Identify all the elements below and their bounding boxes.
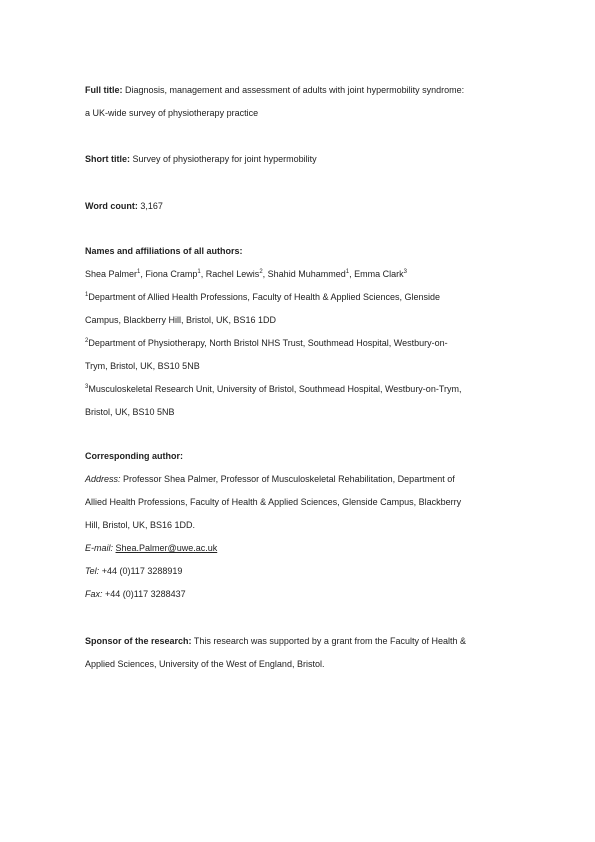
tel-value: +44 (0)117 3288919 bbox=[101, 566, 183, 576]
sponsor-text-1: This research was supported by a grant from the Faculty of Health & bbox=[193, 636, 467, 646]
affiliation-1-line-1 bbox=[85, 286, 515, 309]
affiliation-mark: 3 bbox=[85, 384, 89, 390]
address-label: Address: bbox=[85, 474, 121, 484]
affiliation-2-line-1 bbox=[85, 332, 515, 355]
affiliation-text: Musculoskeletal Research Unit, University of Bristol, Southmead Hospital, Westbury-on-Trym, bbox=[88, 384, 462, 394]
affiliation-mark: 1 bbox=[85, 292, 89, 298]
address-text-1: Professor Shea Palmer, Professor of Musculoskeletal Rehabilitation, Department of bbox=[123, 474, 455, 484]
affiliation-2-line-2: Trym, Bristol, UK, BS10 5NB bbox=[85, 361, 200, 371]
affiliation-1-line-2: Campus, Blackberry Hill, Bristol, UK, BS16 1DD bbox=[85, 315, 277, 325]
authors-section bbox=[85, 240, 515, 424]
full-title-text-1: Diagnosis, management and assessment of adults with joint hypermobility syndrome: bbox=[125, 85, 465, 95]
sponsor-section bbox=[85, 630, 515, 676]
affiliation-text: Department of Allied Health Professions, Faculty of Health & Applied Sciences, Glenside bbox=[88, 292, 441, 302]
affiliation-text: Department of Physiotherapy, North Bristol NHS Trust, Southmead Hospital, Westbury-on- bbox=[88, 338, 448, 348]
full-title-section bbox=[85, 79, 515, 125]
sponsor-text-2: Applied Sciences, University of the West of England, Bristol. bbox=[85, 659, 325, 669]
corresponding-heading: Corresponding author: bbox=[85, 451, 183, 461]
word-count-value: 3,167 bbox=[140, 201, 163, 211]
short-title-text: Survey of physiotherapy for joint hypermobility bbox=[132, 154, 317, 164]
author-name: Rachel Lewis bbox=[205, 269, 260, 279]
author-affiliation-mark: 1 bbox=[197, 269, 201, 275]
fax-label: Fax: bbox=[85, 589, 103, 599]
short-title-section bbox=[85, 148, 515, 171]
author-affiliation-mark: 3 bbox=[403, 269, 407, 275]
author-affiliation-mark: 1 bbox=[137, 269, 141, 275]
email-label: E-mail: bbox=[85, 543, 114, 553]
address-text-2: Allied Health Professions, Faculty of Health & Applied Sciences, Glenside Campus, Blackberry bbox=[85, 497, 462, 507]
author-affiliation-mark: 1 bbox=[345, 269, 350, 275]
full-title-label: Full title: bbox=[85, 85, 123, 95]
author-name: Fiona Cramp bbox=[145, 269, 198, 279]
word-count-label: Word count: bbox=[85, 201, 138, 211]
affiliation-3-line-1 bbox=[85, 378, 515, 401]
sponsor-label: Sponsor of the research: bbox=[85, 636, 192, 646]
affiliation-3-line-2: Bristol, UK, BS10 5NB bbox=[85, 407, 175, 417]
author-name: Shahid Muhammed bbox=[267, 269, 346, 279]
author-list bbox=[85, 263, 515, 286]
address-text-3: Hill, Bristol, UK, BS16 1DD. bbox=[85, 520, 196, 530]
author-name: Emma Clark bbox=[354, 269, 404, 279]
full-title-text-2: a UK-wide survey of physiotherapy practice bbox=[85, 108, 259, 118]
authors-heading: Names and affiliations of all authors: bbox=[85, 246, 243, 256]
author-separator: , bbox=[262, 269, 268, 279]
affiliation-mark: 2 bbox=[85, 338, 89, 344]
short-title-label: Short title: bbox=[85, 154, 130, 164]
tel-label: Tel: bbox=[85, 566, 100, 576]
corresponding-author-section bbox=[85, 445, 515, 606]
author-name: Shea Palmer bbox=[85, 269, 138, 279]
email-link[interactable]: Shea.Palmer@uwe.ac.uk bbox=[115, 543, 218, 553]
author-separator: , bbox=[200, 269, 206, 279]
author-affiliation-mark: 2 bbox=[259, 269, 263, 275]
fax-value: +44 (0)117 3288437 bbox=[105, 589, 186, 599]
word-count-section bbox=[85, 195, 515, 218]
author-separator: , bbox=[140, 269, 146, 279]
author-separator: , bbox=[349, 269, 355, 279]
